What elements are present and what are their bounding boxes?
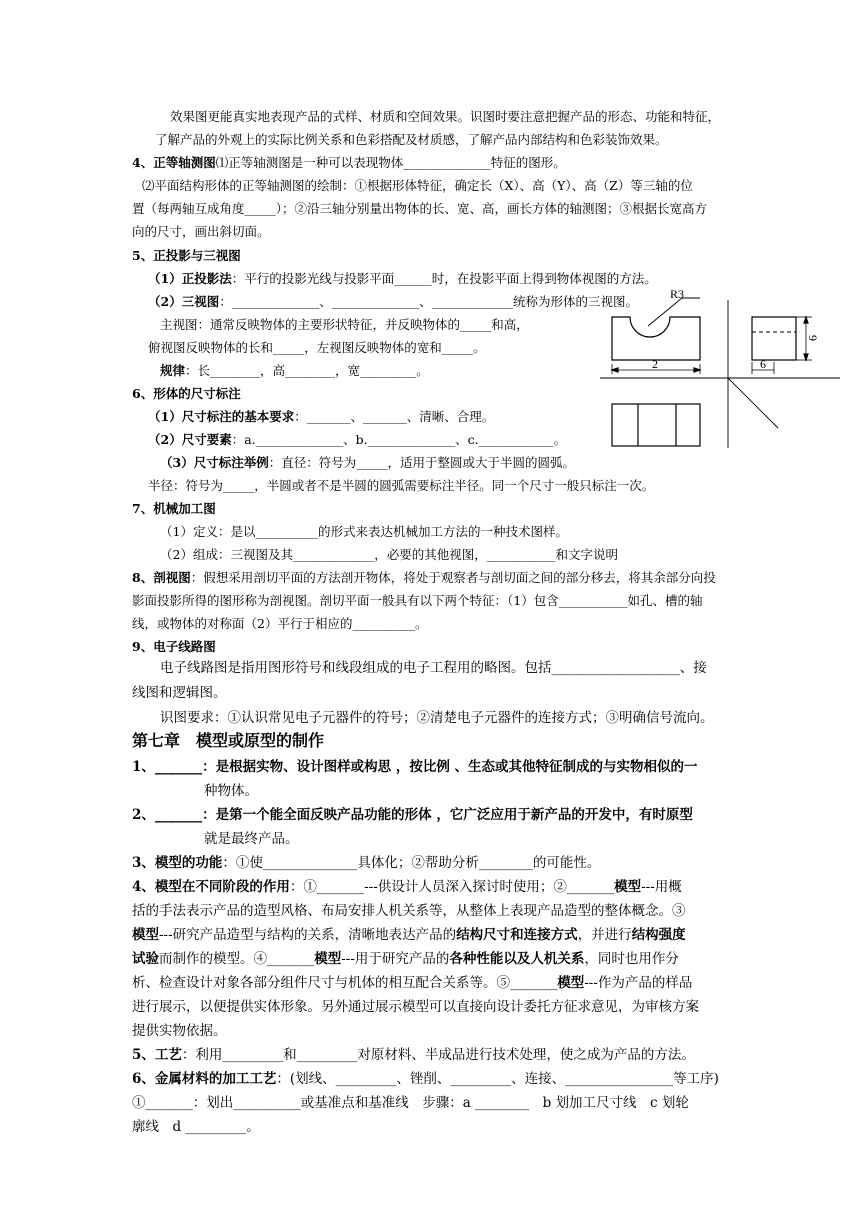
chapter-title: 第七章 模型或原型的制作 [132, 731, 325, 750]
text-line: 影面投影所得的图形称为剖视图。剖切平面一般具有以下两个特征：（1）包含___________如孔、槽的轴 [132, 593, 703, 608]
text-line: 俯视图反映物体的长和_____，左视图反映物体的宽和_____。 [148, 340, 486, 355]
radius-leader [648, 298, 682, 326]
three-view-drawing [600, 290, 840, 450]
depth-label: 6 [760, 357, 766, 371]
text-line: （2）组成：三视图及其_____________，必要的其他视图，___________和文字说明 [160, 547, 618, 562]
text-line: 电子线路图是指用图形符号和线段组成的电子工程用的略图。包括___________________、接 [160, 660, 707, 676]
text-line: 种物体。 [204, 783, 258, 799]
text-line: 识图要求：①认识常见电子元器件的符号；②清楚电子元器件的连接方式；③明确信号流向。 [160, 710, 714, 726]
text-line: 8、剖视图：假想采用剖切平面的方法剖开物体，将处于观察者与剖切面之间的部分移去，将其余部分向投 [132, 570, 716, 585]
text-line: 括的手法表示产品的造型风格、布局安排人机关系等，从整体上表现产品造型的整体概念。③ [132, 903, 686, 919]
text-line: （1）定义：是以__________的形式来表达机械加工方法的一种技术图样。 [160, 524, 568, 539]
height-label: 9 [806, 335, 820, 341]
section-heading: 6、形体的尺寸标注 [132, 386, 241, 401]
section-4-line [132, 154, 566, 172]
section-heading: 5、正投影与三视图 [132, 248, 241, 263]
text-line: 析、检查设计对象各部分组件尺寸与机体的相互配合关系等。⑤_______模型---作为产品的样品 [132, 975, 693, 991]
section-heading: 9、电子线路图 [132, 639, 216, 654]
text-line: （2）三视图：______________、______________、_____________统称为形体的三视图。 [148, 294, 638, 309]
text-line: 线图和逻辑图。 [132, 685, 227, 701]
text-line: 模型---研究产品造型与结构的关系，清晰地表达产品的结构尺寸和连接方式，并进行结构强度 [132, 927, 686, 943]
text-line: （2）尺寸要素：a.______________、b.______________、c.____________。 [148, 432, 567, 447]
text-line: 规律：长________，高________，宽_________。 [160, 363, 429, 378]
text-line: 提供实物依据。 [132, 1023, 227, 1039]
text-line: 2、_______：是第一个能全面反映产品功能的形体 ，它广泛应用于新产品的开发中，有时原型 [132, 807, 693, 823]
text-line: 进行展示，以便提供实体形象。另外通过展示模型可以直接向设计委托方征求意见，为审核方案 [132, 999, 699, 1015]
text-line: 4、模型在不同阶段的作用：①_______---供设计人员深入探讨时使用；②_______模型---用概 [132, 879, 682, 895]
text-line: 向的尺寸，画出斜切面。 [132, 224, 270, 239]
text-line: 置（每两轴互成角度_____）；②沿三轴分别量出物体的长、宽、高，画长方体的轴测图；③根据长宽高方 [132, 201, 708, 216]
width-label: 2 [652, 357, 658, 371]
text-line: （1）尺寸标注的基本要求：_______、_______、清晰、合理。 [148, 409, 495, 424]
text-line: 就是最终产品。 [204, 831, 299, 847]
text-line: 主视图：通常反映物体的主要形状特征，并反映物体的_____和高， [160, 317, 529, 332]
top-view [612, 404, 700, 446]
side-view [752, 317, 796, 360]
text-line: 6、金属材料的加工工艺：(划线、_________、锉削、_________、连接、________________等工序) [132, 1071, 719, 1087]
section-heading: 7、机械加工图 [132, 501, 216, 516]
text-line: 效果图更能真实地表现产品的式样、材质和空间效果。识图时要注意把握产品的形态、功能和特征， [170, 109, 721, 124]
text-line: 5、工艺：利用_________和_________对原材料、半成品进行技术处理，使之成为产品的方法。 [132, 1047, 695, 1063]
text-line: （3）尺寸标注举例：直径：符号为_____，适用于整圆或大于半圆的圆弧。 [160, 455, 575, 470]
front-view [612, 317, 700, 360]
text-line: 1、_______：是根据实物、设计图样或构思 ，按比例 、生态或其他特征制成的与实物相似的一 [132, 759, 698, 775]
text: ⑴正等轴测图是一种可以表现物体______________特征的图形。 [215, 155, 566, 170]
text-line: （1）正投影法：平行的投影光线与投影平面______时，在投影平面上得到物体视图的方法。 [148, 271, 657, 286]
text-line: ⑵平面结构形体的正等轴测图的绘制：①根据形体特征，确定长（X）、高（Y）、高（Z）等三轴的位 [142, 178, 693, 193]
text-line: 试验而制作的模型。④_______模型---用于研究产品的各种性能以及人机关系，同时也用作分 [132, 951, 679, 967]
text-line: 廓线 d _________。 [132, 1119, 260, 1135]
text-line: ①_______：划出__________或基准点和基准线 步骤：a ________ b 划加工尺寸线 c 划轮 [132, 1095, 689, 1111]
text-line: 3、模型的功能：①使______________具体化；②帮助分析________的可能性。 [132, 855, 601, 871]
radius-label: R3 [670, 290, 685, 301]
section-heading: 4、正等轴测图 [132, 155, 216, 170]
diagonal-axis [728, 378, 778, 428]
text-line: 线，或物体的对称面（2）平行于相应的__________。 [132, 616, 428, 631]
text-line: 半径：符号为_____，半圆或者不是半圆的圆弧需要标注半径。同一个尺寸一般只标注一次。 [148, 478, 655, 493]
text-line: 了解产品的外观上的实际比例关系和色彩搭配及材质感，了解产品内部结构和色彩装饰效果。 [155, 132, 668, 147]
